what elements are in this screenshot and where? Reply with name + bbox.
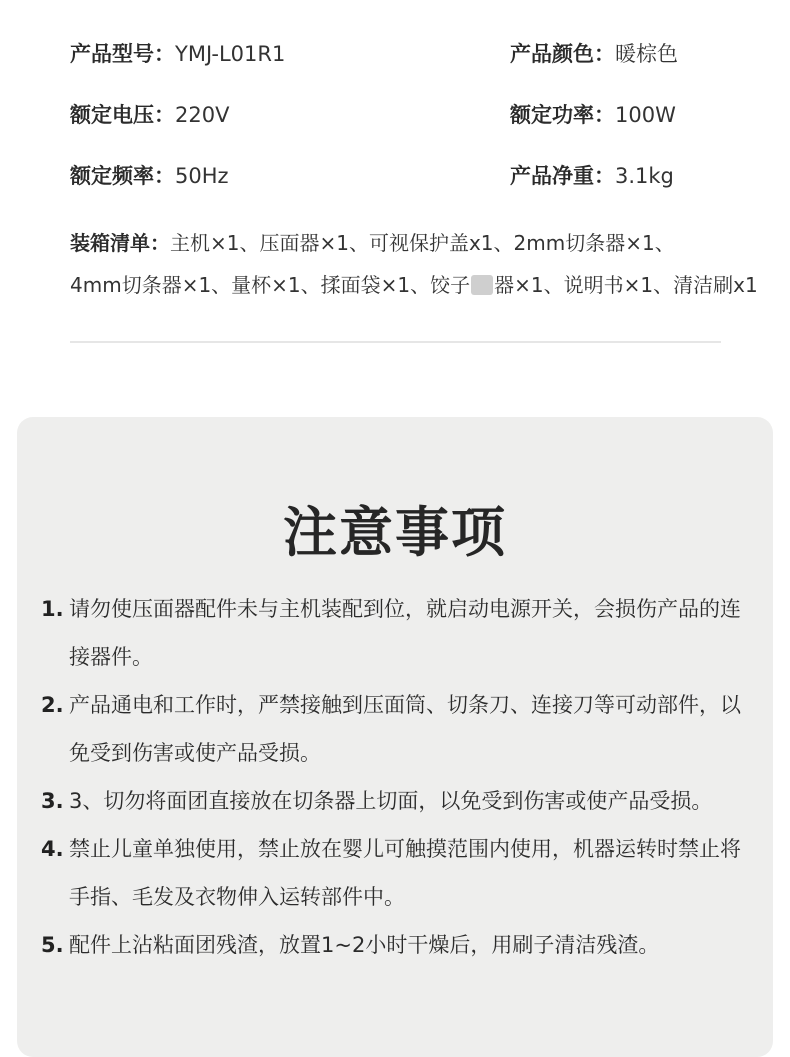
notice-text: 3、切勿将面团直接放在切条器上切面，以免受到伤害或使产品受损。 [69,789,713,813]
packing-list [70,222,760,306]
spec-color [510,38,678,68]
notice-number: 1. [41,597,64,621]
packing-label: 装箱清单： [70,231,170,255]
notice-text: 配件上沾粘面团残渣，放置1~2小时干燥后，用刷子清洁残渣。 [69,933,660,957]
spec-label: 额定电压： [70,103,175,127]
notice-text: 请勿使压面器配件未与主机装配到位，就启动电源开关，会损伤产品的连接器件。 [69,597,741,669]
spec-label: 产品颜色： [510,42,615,66]
notice-list [41,585,751,969]
notice-item [41,681,751,777]
spec-value: YMJ-L01R1 [175,42,286,66]
spec-value: 100W [615,103,676,127]
notice-title: 注意事项 [283,500,507,564]
spec-value: 50Hz [175,164,229,188]
notice-item [41,825,751,921]
spec-model [70,38,285,68]
spec-label: 额定功率： [510,103,615,127]
notice-number: 2. [41,693,64,717]
packing-line-1: 主机×1、压面器×1、可视保护盖x1、2mm切条器×1、 [170,231,675,255]
divider [70,341,721,343]
spec-value: 220V [175,103,230,127]
spec-frequency [70,160,229,190]
spec-weight [510,160,674,190]
notice-item [41,585,751,681]
packing-line-2b: 器×1、说明书×1、清洁刷x1 [494,273,758,297]
notice-number: 4. [41,837,64,861]
spec-label: 额定频率： [70,164,175,188]
notice-text: 禁止儿童单独使用，禁止放在婴儿可触摸范围内使用，机器运转时禁止将手指、毛发及衣物伸入运转部件中。 [69,837,741,909]
notice-item [41,777,751,825]
spec-value: 暖棕色 [615,42,678,66]
spec-label: 产品型号： [70,42,175,66]
spec-label: 产品净重： [510,164,615,188]
notice-number: 5. [41,933,64,957]
notice-card [17,417,773,1057]
spec-power [510,99,676,129]
spec-value: 3.1kg [615,164,674,188]
spec-voltage [70,99,229,129]
packing-line-2a: 4mm切条器×1、量杯×1、揉面袋×1、饺子 [70,273,471,297]
redacted-text [471,275,493,295]
notice-item [41,921,751,969]
notice-text: 产品通电和工作时，严禁接触到压面筒、切条刀、连接刀等可动部件，以免受到伤害或使产品受损。 [69,693,741,765]
notice-number: 3. [41,789,64,813]
